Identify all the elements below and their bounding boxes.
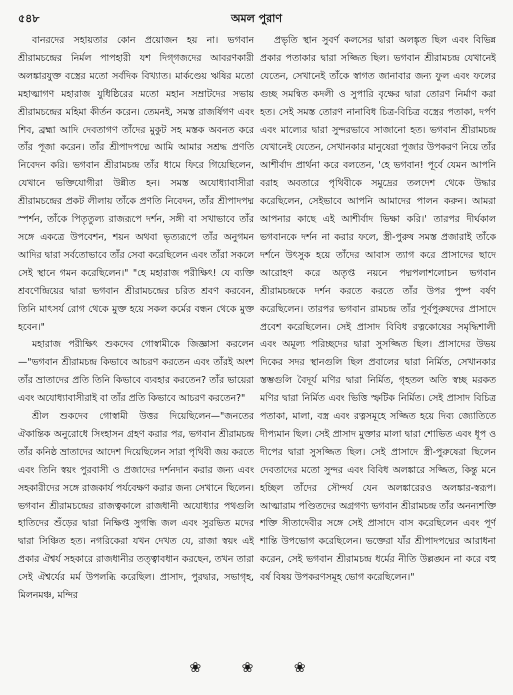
footer-ornaments [0, 660, 513, 676]
flower-ornament-icon: ❀ [241, 660, 272, 676]
page-header [18, 10, 495, 28]
paragraph: বানরদের সহায়তার কোন প্রয়োজন হয় না। ভগবান শ্রীরামচন্দ্রের নির্মল পাপহারী যশ দিগ্‌গজদের আবরণকারী অলঙ্কারযুক্ত বস্ত্রের মতো সর্বদিক বিখ্যাত। মার্কণ্ডেয় ঋষির মতো মহাত্মাগণ মহারাজ যুধিষ্ঠিরের মতো মহান সম্রাটদের সভায় শ্রীরামচন্দ্রের মহিমা কীর্তন করেন। তেমনই, সমস্ত রাজর্ষিগণ এবং শিব, ব্রহ্মা আদি দেবতাগণ তাঁদের মুকুট সহ মস্তক অবনত করে তাঁর পূজা করেন। তাঁর শ্রীপাদপদ্মে আমি আমার সশ্রদ্ধ প্রণতি নিবেদন করি। ভগবান শ্রীরামচন্দ্র তাঁর ধামে ফিরে গিয়েছিলেন, যেখানে ভক্তিযোগীরা উন্নীত হন। সমস্ত অযোধ্যাবাসীরা শ্রীরামচন্দ্রের প্রকট লীলায় তাঁকে প্রণতি নিবেদন, তাঁর শ্রীপাদপদ্ম স্পর্শন, তাঁকে পিতৃতুল্য রাজরূপে দর্শন, সঙ্গী বা সখাভাবে তাঁর সঙ্গে একত্রে উপবেশন, শয়ন অথবা ভৃত্যরূপে তাঁর অনুগমন আদির দ্বারা সর্বতোভাবে তাঁর সেবা করেছিলেন এবং তাঁরা সকলে সেই স্থানে গমন করেছিলেন।" "হে মহারাজ পরীক্ষিৎ! যে ব্যক্তি শ্রবণেন্দ্রিয়ের দ্বারা ভগবান শ্রীরামচন্দ্রের চরিত শ্রবণ করবেন, তিনি মাৎসর্য রোগ থেকে মুক্ত হয়ে সকল কর্মের বন্ধন থেকে মুক্ত হবেন।" [18, 35, 254, 333]
paragraph: শ্রীল শুকদেব গোস্বামী উত্তর দিয়েছিলেন—"জনতের ঐকান্তিক অনুরোধে সিংহাসন গ্রহণ করার পর, ভগবান শ্রীরামচন্দ্র তাঁর কনিষ্ঠ ভ্রাতাদের আদেশ দিয়েছিলেন সারা পৃথিবী জয় করতে এবং তিনি স্বয়ং পুরবাসী ও প্রজাদের দর্শনদান করার জন্য এবং সহকারীদের সঙ্গে রাজকার্য পর্যবেক্ষণ করার জন্য সেখানে ছিলেন। ভগবান শ্রীরামচন্দ্রের রাজত্বকালে রাজধানী অযোধ্যার পথগুলি হাতিদের শুঁড়ের দ্বারা নিক্ষিপ্ত সুগন্ধি জল এবং সুরভিত মদের দ্বারা সিঞ্চিত হত। নগরিকেরা যখন দেখত যে, রাজা স্বয়ং এই প্রকার ঐশ্বর্য সহকারে রাজধানীর তত্ত্বাবধান করছেন, তখন তারা সেই ঐশ্বর্যের মর্ম উপলব্ধি করেছিল। প্রাসাদ, পুরদ্বার, সভাগৃহ, মিলনমঞ্চ, মন্দির [18, 411, 254, 602]
left-column [18, 32, 254, 652]
page-number: ৫৪৮ [18, 12, 40, 25]
paragraph: প্রভৃতি স্থান সুবর্ণ কলসের দ্বারা অলঙ্কৃত ছিল এবং বিভিন্ন প্রকার পতাকার দ্বারা সজ্জিত ছিল। ভগবান শ্রীরামচন্দ্র যেখানেই যেতেন, সেখানেই তাঁকে স্বাগত জানাবার জন্য ফুল এবং ফলের গুচ্ছ সমন্বিত কদলী ও সুপারি বৃক্ষের দ্বারা তোরণ নির্মাণ করা হত। সেই সমস্ত তোরণ নানাবিধ চিত্র-বিচিত্র বস্ত্রের পতাকা, দর্পণ এবং মাল্যের দ্বারা সুন্দরভাবে সাজানো হত। ভগবান শ্রীরামচন্দ্র যেখানেই যেতেন, সেখানকার মানুষেরা পূজার উপকরণ নিয়ে তাঁর আশীর্বাদ প্রার্থনা করে বলতেন, 'হে ভগবান! পূর্বে যেমন আপনি বরাহ অবতারে পৃথিবীকে সমুদ্রের তলদেশ থেকে উদ্ধার করেছিলেন, সেইভাবে আপনি আমাদের পালন করুন। আমরা আপনার কাছে এই আশীর্বাদ ভিক্ষা করি।' তারপর দীর্ঘকাল ভগবানকে দর্শন না করার ফলে, স্ত্রী-পুরুষ সমস্ত প্রজারাই তাঁকে দর্শনে উৎসুক হয়ে তাঁদের আবাস ত্যাগ করে প্রাসাদের ছাদে আরোহণ করে অতৃপ্ত নয়নে পদ্মপলাশলোচন ভগবান শ্রীরামচন্দ্রকে দর্শন করতে করতে তাঁর উপর পুষ্প বর্ষণ করেছিলেন। তারপর ভগবান রামচন্দ্র তাঁর পূর্বপুরুষদের প্রাসাদে প্রবেশ করেছিলেন। সেই প্রাসাদ বিবিধ রত্নকোষের সমৃদ্ধিশালী এবং অমূল্য পরিচ্ছদের দ্বারা সুসজ্জিত ছিল। প্রাসাদের উভয় দিকের সদর স্থানগুলি ছিল প্রবালের দ্বারা নির্মিত, সেখানকার স্তম্ভগুলি বৈদূর্য মণির দ্বারা নির্মিত, গৃহতল অতি স্বচ্ছ মরকত মণির দ্বারা নির্মিত এবং ভিত্তি স্ফটিক নির্মিত। সেই প্রাসাদ বিচিত্র পতাকা, মালা, বস্ত্র এবং রত্নসমূহে সজ্জিত হয়ে দিব্য জ্যোতিতে দীপ্যমান ছিল। সেই প্রাসাদ মুক্তার মালা দ্বারা শোভিত এবং ধূপ ও দীপের দ্বারা সুসজ্জিত ছিল। সেই প্রাসাদে স্ত্রী-পুরুষেরা ছিলেন দেবতাদের মতো সুন্দর এবং বিবিধ অলঙ্কারে সজ্জিত, কিন্তু মনে হচ্ছিল তাঁদের সৌন্দর্য যেন অলঙ্কারেরও অলঙ্কার-স্বরূপ। আত্মারাম পণ্ডিতদের অগ্রগণ্য ভগবান শ্রীরামচন্দ্র তাঁর অনন্যশক্তি শক্তি সীতাদেবীর সঙ্গে সেই প্রাসাদে বাস করেছিলেন এবং পূর্ণ শান্তি উপভোগ করেছিলেন। ভক্তেরা যাঁর শ্রীপাদপদ্মের আরাধনা করেন, সেই ভগবান শ্রীরামচন্দ্র ধর্মের নীতি উল্লঙ্ঘন না করে বহু বর্ষ বিষয় উপকরণসমূহ ভোগ করেছিলেন।" [260, 35, 496, 584]
right-column [260, 32, 496, 652]
paragraph: মহারাজ পরীক্ষিৎ শুকদেব গোস্বামীকে জিজ্ঞাসা করলেন—"ভগবান শ্রীরামচন্দ্র কিভাবে আচরণ করতেন এবং তাঁরই অংশ তাঁর ভ্রাতাদের প্রতি তিনি কিভাবে ব্যবহার করতেন? তাঁর ভায়েরা এবং অযোধ্যাবাসীরাই বা তাঁর প্রতি কিভাবে আচরণ করতেন?" [18, 339, 254, 405]
running-title: অমল পুরাণ [230, 12, 283, 25]
flower-ornament-icon: ❀ [293, 660, 324, 676]
flower-ornament-icon: ❀ [189, 660, 220, 676]
